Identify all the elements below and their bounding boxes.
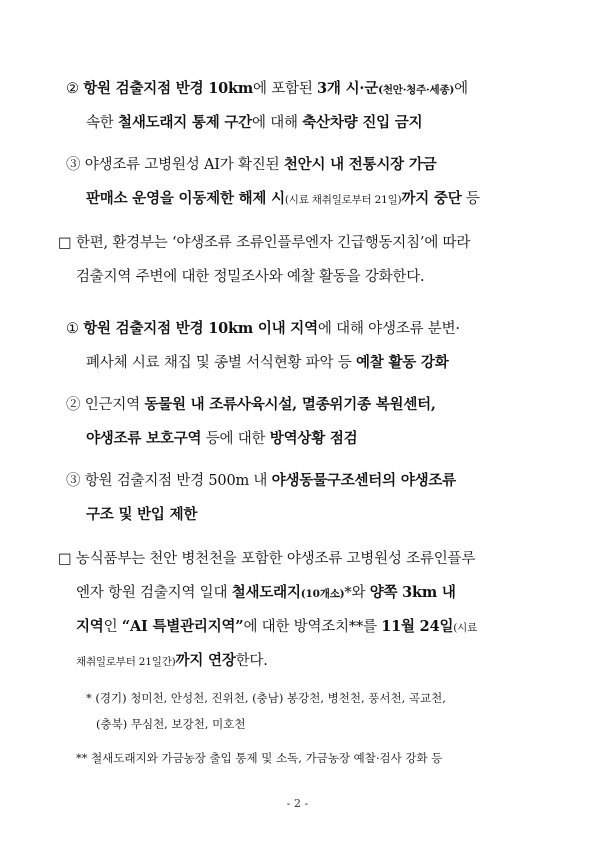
footnote-1-line-1: * (경기) 청미천, 안성천, 진위천, (충남) 봉강천, 병천천, 풍서천, 곡교천, bbox=[86, 691, 446, 705]
page-number: - 2 - bbox=[286, 797, 309, 810]
footnote-1-line-2: (충북) 무심천, 보강천, 미호천 bbox=[96, 717, 246, 731]
env-item-3-line-2: 구조 및 반입 제한 bbox=[86, 506, 198, 523]
env-item-2-line-1: ② 인근지역 동물원 내 조류사육시설, 멸종위기종 복원센터, bbox=[66, 396, 436, 413]
paragraph-environment-line-2: 검출지역 주변에 대한 정밀조사와 예찰 활동을 강화한다. bbox=[76, 269, 425, 285]
footnote-2: ** 철새도래지와 가금농장 출입 통제 및 소독, 가금농장 예찰·검사 강화 등 bbox=[76, 751, 443, 765]
paragraph-environment-line-1: □ 한편, 환경부는 ‘야생조류 조류인플루엔자 긴급행동지침’에 따라 bbox=[58, 235, 471, 251]
paragraph-agriculture-line-3: 지역인 “AI 특별관리지역”에 대한 방역조치**를 11월 24일(시료 bbox=[76, 618, 478, 635]
item-2-line-2: 속한 철새도래지 통제 구간에 대해 축산차량 진입 금지 bbox=[86, 114, 423, 131]
paragraph-agriculture-line-1: □ 농식품부는 천안 병천천을 포함한 야생조류 고병원성 조류인플루 bbox=[58, 551, 476, 567]
paragraph-agriculture-line-2: 엔자 항원 검출지역 일대 철새도래지(10개소)*와 양쪽 3km 내 bbox=[76, 584, 456, 601]
env-item-2-line-2: 야생조류 보호구역 등에 대한 방역상황 점검 bbox=[86, 430, 358, 447]
env-item-1-line-1: ① 항원 검출지점 반경 10km 이내 지역에 대해 야생조류 분변· bbox=[66, 320, 460, 337]
env-item-1-line-2: 폐사체 시료 채집 및 종별 서식현황 파악 등 예찰 활동 강화 bbox=[86, 354, 449, 371]
item-3-line-2: 판매소 운영을 이동제한 해제 시(시료 채취일로부터 21일)까지 중단 등 bbox=[86, 190, 480, 207]
paragraph-agriculture-line-4: 채취일로부터 21일간)까지 연장한다. bbox=[76, 652, 268, 669]
item-3-line-1: ③ 야생조류 고병원성 AI가 확진된 천안시 내 전통시장 가금 bbox=[66, 156, 437, 173]
item-2-line-1: ② 항원 검출지점 반경 10km에 포함된 3개 시·군(천안·청주·세종)에 bbox=[66, 80, 468, 97]
env-item-3-line-1: ③ 항원 검출지점 반경 500m 내 야생동물구조센터의 야생조류 bbox=[66, 472, 456, 489]
